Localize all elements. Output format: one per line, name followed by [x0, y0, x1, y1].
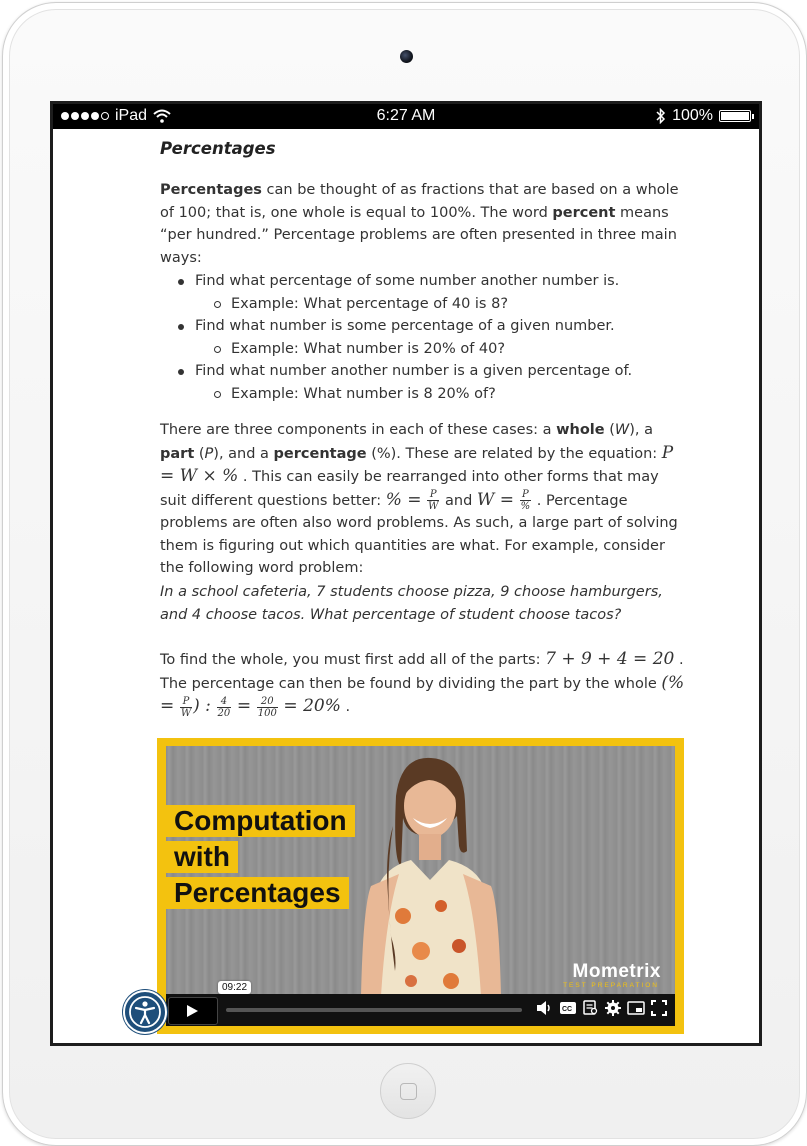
- equation-sum: 7 + 9 + 4 = 20: [545, 649, 675, 669]
- home-button-square-icon: [400, 1083, 417, 1100]
- list-item-text: Find what number another number is a given percentage of.: [195, 363, 633, 379]
- presenter-image: [341, 756, 516, 994]
- volume-icon[interactable]: [535, 1000, 553, 1016]
- picture-in-picture-icon[interactable]: [627, 1001, 645, 1015]
- list-subitem: [195, 338, 632, 361]
- status-bar: [53, 104, 759, 129]
- equation-result: = 20%: [283, 696, 341, 716]
- video-frame[interactable]: [166, 746, 675, 994]
- solution-text: .: [340, 699, 351, 715]
- fullscreen-icon[interactable]: [651, 1000, 667, 1016]
- list-item: [195, 315, 632, 360]
- fraction-p-over-w: [427, 489, 439, 512]
- word-problem: In a school cafeteria, 7 students choose pizza, 9 choose hamburgers, and 4 choose tacos. What percentage of student choose tacos?: [160, 584, 663, 623]
- components-text: (%). These are related by the equation:: [366, 445, 662, 462]
- captions-icon[interactable]: [559, 1001, 577, 1015]
- accessibility-person-icon: [125, 992, 165, 1032]
- play-button[interactable]: [168, 997, 218, 1025]
- fraction-denominator: 100: [257, 707, 277, 719]
- article-heading: Percentages: [160, 139, 276, 158]
- solution-text: . The percentage can then be found by dividing the part by the whole: [160, 652, 684, 692]
- term-whole: whole: [556, 422, 605, 438]
- video-title-line: Computation: [166, 805, 355, 837]
- fraction-denominator: W: [428, 501, 439, 512]
- list-item: [195, 270, 632, 315]
- term-percent: percent: [552, 204, 616, 221]
- battery-percent: 100%: [672, 107, 713, 124]
- solution-text: To find the whole, you must first add all of the parts:: [160, 652, 546, 668]
- list-subitem-text: Example: What number is 20% of 40?: [231, 340, 506, 357]
- fraction-p-over-percent: [520, 489, 532, 512]
- battery-icon: [719, 110, 751, 122]
- list-item-text: Find what number is some percentage of a given number.: [195, 318, 615, 334]
- equation-main: P = W × %: [160, 442, 674, 486]
- fraction-numerator: 20: [257, 696, 278, 708]
- fraction-numerator: 4: [217, 696, 232, 708]
- list-subitem-text: Example: What number is 8 20% of?: [231, 385, 496, 402]
- settings-gear-icon[interactable]: [605, 1000, 621, 1016]
- screen: [50, 101, 762, 1046]
- components-text: . Percentage problems are often also word problems. As such, a large part of solving them is figuring out which quantities are what. For example, consider the following word problem:: [160, 492, 678, 576]
- home-button[interactable]: [380, 1063, 436, 1119]
- video-title-line: Percentages: [166, 877, 349, 909]
- components-text: (: [604, 422, 615, 438]
- components-text: (: [194, 445, 205, 462]
- equation-ratio-close: ) :: [193, 696, 211, 716]
- video-timestamp: 09:22: [218, 981, 251, 994]
- video-player[interactable]: [157, 738, 684, 1034]
- mometrix-logo-subtitle: TEST PREPARATION: [563, 982, 659, 989]
- fraction-20-over-100: [257, 696, 278, 719]
- list-subitem-text: Example: What percentage of 40 is 8?: [231, 295, 509, 312]
- fraction-numerator: P: [520, 489, 532, 501]
- problem-types-list: [160, 270, 632, 405]
- transcript-icon[interactable]: [583, 1000, 599, 1016]
- video-title-line: with: [166, 841, 238, 873]
- solution-paragraph: [160, 648, 686, 719]
- components-text: ), and a: [213, 445, 274, 462]
- components-paragraph: [160, 419, 686, 580]
- var-whole: W: [614, 422, 630, 438]
- equation-ratio-open: (% =: [160, 672, 685, 716]
- var-part: P: [204, 445, 214, 462]
- fraction-4-over-20: [217, 696, 232, 719]
- fraction-numerator: P: [427, 489, 439, 501]
- list-subitem: [195, 293, 632, 316]
- fraction-denominator: 20: [217, 707, 231, 719]
- components-text: ), a: [629, 422, 653, 438]
- status-bar-right: [656, 107, 751, 125]
- seek-bar[interactable]: [226, 1008, 522, 1012]
- list-item: [195, 360, 632, 405]
- carrier-label: iPad: [115, 107, 148, 124]
- list-subitem: [195, 383, 632, 406]
- fraction-numerator: P: [180, 696, 192, 708]
- equation-whole-lhs: W =: [476, 489, 515, 510]
- components-text: . This can easily be rearranged into other forms that may suit different questions better:: [160, 469, 659, 509]
- video-title: [166, 805, 355, 913]
- svg-text:CC: CC: [562, 1006, 573, 1013]
- player-toolbar: [535, 1000, 667, 1016]
- equation-percent-lhs: % =: [385, 489, 422, 510]
- bluetooth-icon: [656, 108, 666, 124]
- components-text: There are three components in each of these cases: a: [160, 422, 557, 438]
- mometrix-logo: Mometrix: [572, 961, 661, 982]
- equation-equals: =: [236, 696, 252, 716]
- components-text: and: [440, 492, 477, 509]
- fraction-p-over-w: [180, 696, 192, 719]
- intro-paragraph: [160, 179, 686, 269]
- status-time: 6:27 AM: [376, 107, 436, 124]
- front-camera: [400, 50, 413, 63]
- fraction-denominator: W: [180, 707, 192, 719]
- fraction-denominator: %: [520, 501, 531, 512]
- list-item-text: Find what percentage of some number another number is.: [195, 273, 620, 289]
- term-percentages: Percentages: [160, 182, 262, 198]
- intro-text-1: can be thought of as fractions that are based on a whole of 100; that is, one whole is equal to 100%. The word: [160, 182, 679, 221]
- term-part: part: [160, 445, 195, 462]
- intro-text-2: means “per hundred.” Percentage problems are often presented in three main ways:: [160, 204, 677, 266]
- term-percentage: percentage: [273, 445, 367, 462]
- accessibility-button[interactable]: [123, 990, 167, 1034]
